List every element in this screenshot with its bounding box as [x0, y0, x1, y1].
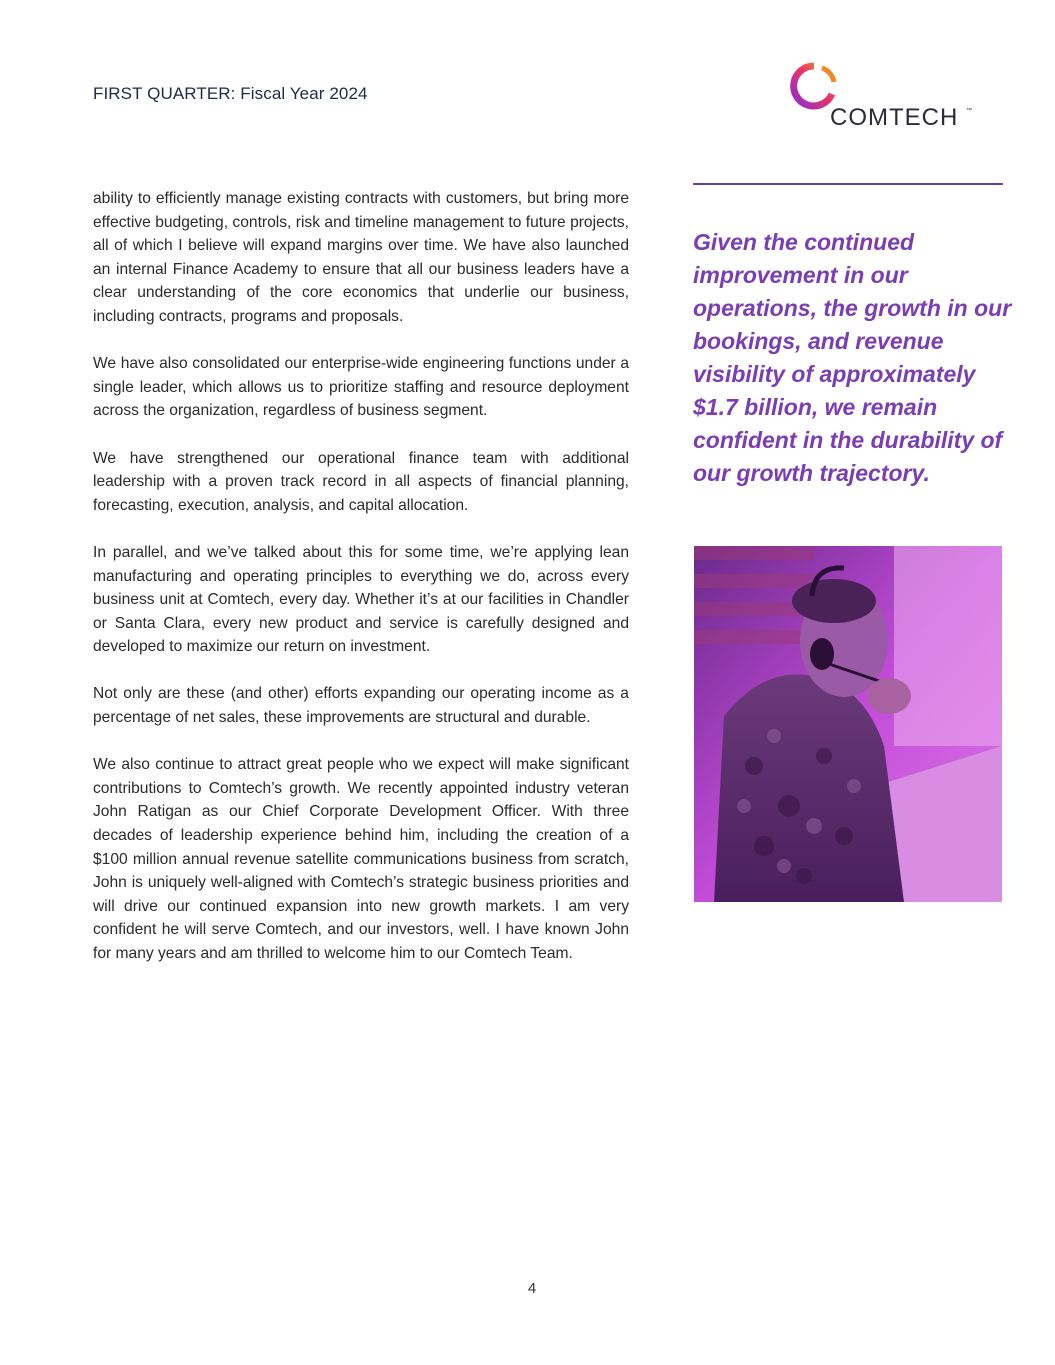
logo-wordmark: COMTECH — [830, 104, 959, 131]
page-number: 4 — [527, 1280, 537, 1297]
pull-quote: Given the continued improvement in our operations, the growth in our bookings, and revenue visibility of approximately $1.7 billion, we remain confident in the durability of our growth trajectory. — [693, 229, 1012, 486]
body-paragraph: ability to efficiently manage existing contracts with customers, but bring more effective budgeting, controls, risk and timeline management to future projects, all of which I believe will expand margins over time. We have also launched an internal Finance Academy to ensure that all our business leaders have a clear understanding of the core economics that underlie our business, including contracts, programs and proposals. — [93, 190, 629, 325]
soldier-photo — [694, 546, 1002, 902]
body-paragraph: We have also consolidated our enterprise-wide engineering functions under a single leader, which allows us to prioritize staffing and resource deployment across the organization, regardless of business segment. — [93, 355, 629, 420]
soldier-with-headset-image — [694, 546, 1002, 902]
body-paragraph: We also continue to attract great people who we expect will make significant contributions to Comtech’s growth. We recently appointed industry veteran John Ratigan as our Chief Corporate Development Officer. With three decades of leadership experience behind him, including the creation of a $100 million annual revenue satellite communications business from scratch, John is uniquely well-aligned with Comtech’s strategic business priorities and will drive our continued expansion into new growth markets. I am very confident he will serve Comtech, and our investors, well. I have known John for many years and am thrilled to welcome him to our Comtech Team. — [93, 756, 629, 962]
comtech-logo — [786, 60, 976, 135]
document-header-title: FIRST QUARTER: Fiscal Year 2024 — [93, 84, 368, 103]
body-text-column — [93, 187, 629, 989]
body-paragraph: Not only are these (and other) efforts expanding our operating income as a percentage of net sales, these improvements are structural and durable. — [93, 685, 629, 727]
logo-trademark: ™ — [966, 108, 972, 114]
body-paragraph: In parallel, and we’ve talked about this for some time, we’re applying lean manufacturing and operating principles to everything we do, across every business unit at Comtech, every day. Whether it’s at our facilities in Chandler or Santa Clara, every new product and service is carefully designed and developed to maximize our return on investment. — [93, 543, 629, 656]
body-paragraph: We have strengthened our operational finance team with additional leadership with a proven track record in all aspects of financial planning, forecasting, execution, analysis, and capital allocation. — [93, 449, 629, 514]
pull-quote-divider — [693, 183, 1003, 185]
